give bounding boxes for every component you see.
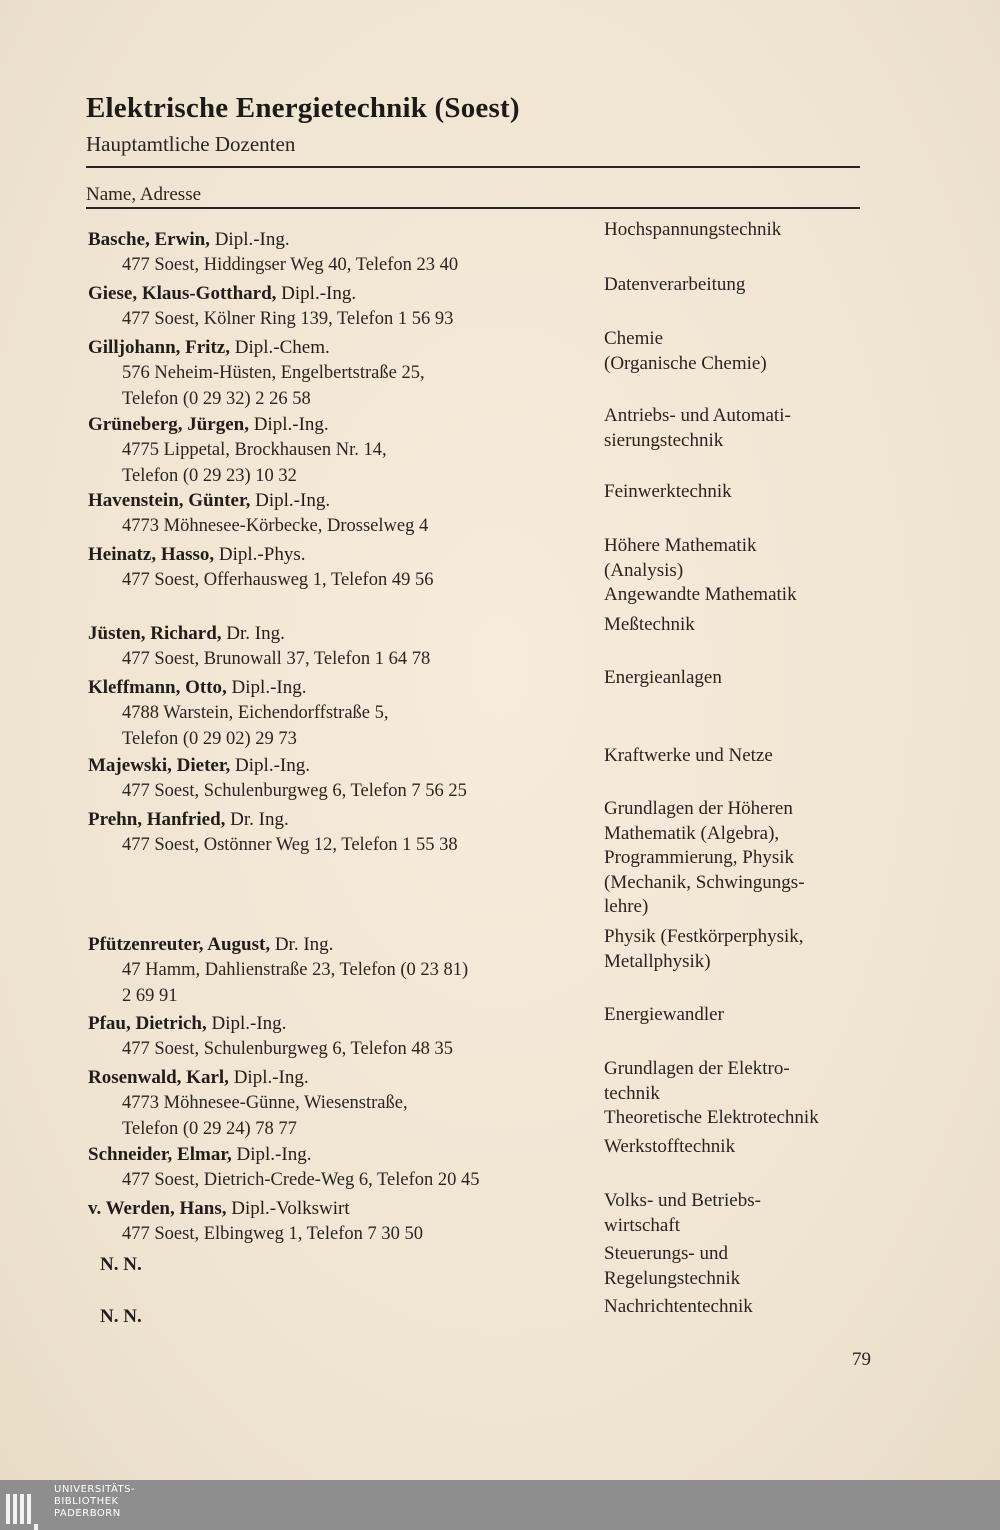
entry-address: 4773 Möhnesee-Körbecke, Drosselweg 4 xyxy=(122,516,429,536)
staff-entry xyxy=(88,808,588,858)
entry-name xyxy=(88,1197,588,1221)
page-title: Elektrische Energietechnik (Soest) xyxy=(86,92,520,124)
entry-degree: Dr. Ing. xyxy=(226,623,285,644)
entry-address: 477 Soest, Ostönner Weg 12, Telefon 1 55 38 xyxy=(122,835,458,855)
staff-entry xyxy=(88,676,588,752)
entry-address: 477 Soest, Offerhausweg 1, Telefon 49 56 xyxy=(122,570,434,590)
staff-entry xyxy=(88,754,588,804)
entry-degree: Dipl.-Ing. xyxy=(255,490,331,511)
entry-surname: Heinatz, Hasso, xyxy=(88,544,215,565)
entry-name xyxy=(88,933,588,957)
entry-name xyxy=(88,336,588,360)
entry-address: Telefon (0 29 02) 29 73 xyxy=(122,729,297,749)
library-line: PADERBORN xyxy=(54,1508,121,1519)
entry-surname: Jüsten, Richard, xyxy=(88,623,222,644)
entry-degree: Dipl.-Ing. xyxy=(211,1013,287,1034)
staff-entry xyxy=(88,1143,588,1193)
entry-surname: Havenstein, Günter, xyxy=(88,490,251,511)
entry-address: 47 Hamm, Dahlienstraße 23, Telefon (0 23 81) xyxy=(122,960,469,980)
entry-surname: Giese, Klaus-Gotthard, xyxy=(88,283,277,304)
entry-degree: Dipl.-Ing. xyxy=(214,229,290,250)
entry-subject: Hochspannungstechnik xyxy=(604,219,782,240)
entry-surname: Prehn, Hanfried, xyxy=(88,809,226,830)
entry-address: Telefon (0 29 24) 78 77 xyxy=(122,1119,297,1139)
entry-subject: Antriebs- und Automati- sierungstechnik xyxy=(604,405,791,451)
entry-address: 576 Neheim-Hüsten, Engelbertstraße 25, xyxy=(122,363,425,383)
entry-subject: Meßtechnik xyxy=(604,614,695,635)
entry-address: 4788 Warstein, Eichendorffstraße 5, xyxy=(122,703,389,723)
entry-address: 477 Soest, Schulenburgweg 6, Telefon 48 35 xyxy=(122,1039,453,1059)
entry-address: 477 Soest, Kölner Ring 139, Telefon 1 56 93 xyxy=(122,309,454,329)
entry-subject: Nachrichtentechnik xyxy=(604,1296,753,1317)
staff-entry xyxy=(88,282,588,332)
entry-subject: Steuerungs- und Regelungstechnik xyxy=(604,1243,741,1289)
staff-entry xyxy=(88,933,588,1009)
entry-name xyxy=(88,1066,588,1090)
entry-name xyxy=(88,543,588,567)
entry-degree: Dipl.-Chem. xyxy=(234,337,330,358)
entry-address: 477 Soest, Hiddingser Weg 40, Telefon 23 40 xyxy=(122,255,459,275)
staff-entry xyxy=(88,1066,588,1142)
staff-entry xyxy=(88,622,588,672)
entry-surname: Majewski, Dieter, xyxy=(88,755,231,776)
entry-name xyxy=(88,228,588,252)
entry-subject: Grundlagen der Höheren Mathematik (Algebra), Programmierung, Physik (Mechanik, Schwingungs- lehre) xyxy=(604,798,805,917)
staff-entry xyxy=(88,489,588,539)
entry-address: 2 69 91 xyxy=(122,986,178,1006)
entry-subject: Höhere Mathematik (Analysis) Angewandte Mathematik xyxy=(604,535,797,605)
entry-degree: Dr. Ing. xyxy=(230,809,289,830)
library-logo-icon xyxy=(6,1488,46,1524)
staff-entry xyxy=(88,543,588,593)
entry-address: Telefon (0 29 32) 2 26 58 xyxy=(122,389,311,409)
staff-entry xyxy=(88,336,588,412)
staff-entry xyxy=(88,1197,588,1247)
entry-subject: Energieanlagen xyxy=(604,667,722,688)
entry-surname: N. N. xyxy=(100,1254,142,1275)
entry-surname: N. N. xyxy=(100,1306,142,1327)
entry-name xyxy=(88,622,588,646)
entry-subject: Feinwerktechnik xyxy=(604,481,732,502)
staff-entry xyxy=(88,1012,588,1062)
entry-subject: Werkstofftechnik xyxy=(604,1136,736,1157)
page-number: 79 xyxy=(852,1349,871,1370)
entry-surname: Pfützenreuter, August, xyxy=(88,934,271,955)
entry-address: 477 Soest, Dietrich-Crede-Weg 6, Telefon 20 45 xyxy=(122,1170,480,1190)
entry-subject: Physik (Festkörperphysik, Metallphysik) xyxy=(604,926,804,972)
entry-subject: Chemie (Organische Chemie) xyxy=(604,328,767,374)
entry-subject: Kraftwerke und Netze xyxy=(604,745,773,766)
divider-bottom xyxy=(86,207,860,209)
library-line: UNIVERSITÄTS- xyxy=(54,1484,136,1495)
entry-subject: Grundlagen der Elektro- technik Theoretische Elektrotechnik xyxy=(604,1058,819,1128)
entry-degree: Dipl.-Ing. xyxy=(281,283,357,304)
entry-degree: Dr. Ing. xyxy=(274,934,334,955)
entry-subject: Volks- und Betriebs- wirtschaft xyxy=(604,1190,761,1236)
page-subtitle: Hauptamtliche Dozenten xyxy=(86,132,296,156)
entry-name xyxy=(88,413,588,437)
entry-address: Telefon (0 29 23) 10 32 xyxy=(122,466,297,486)
entry-address: 4775 Lippetal, Brockhausen Nr. 14, xyxy=(122,440,387,460)
entry-surname: Kleffmann, Otto, xyxy=(88,677,227,698)
entry-degree: Dipl.-Ing. xyxy=(231,677,307,698)
entry-degree: Dipl.-Volkswirt xyxy=(231,1198,350,1219)
entry-subject: Energiewandler xyxy=(604,1004,724,1025)
entry-name xyxy=(88,676,588,700)
entry-surname: Schneider, Elmar, xyxy=(88,1144,232,1165)
entry-name xyxy=(88,1012,588,1036)
entry-degree: Dipl.-Ing. xyxy=(236,1144,312,1165)
entry-address: 477 Soest, Brunowall 37, Telefon 1 64 78 xyxy=(122,649,431,669)
entry-degree: Dipl.-Ing. xyxy=(233,1067,309,1088)
library-line: BIBLIOTHEK xyxy=(54,1496,119,1507)
entry-surname: Gilljohann, Fritz, xyxy=(88,337,230,358)
entry-name xyxy=(88,754,588,778)
entry-name xyxy=(88,1143,588,1167)
library-footer xyxy=(0,1480,1000,1530)
divider-top xyxy=(86,166,860,168)
entry-degree: Dipl.-Ing. xyxy=(253,414,329,435)
staff-entry xyxy=(88,228,588,278)
entry-address: 477 Soest, Elbingweg 1, Telefon 7 30 50 xyxy=(122,1224,424,1244)
library-name xyxy=(54,1484,135,1520)
entry-address: 4773 Möhnesee-Günne, Wiesenstraße, xyxy=(122,1093,408,1113)
entry-surname: Pfau, Dietrich, xyxy=(88,1013,207,1034)
entry-surname: v. Werden, Hans, xyxy=(88,1198,227,1219)
entry-name xyxy=(88,489,588,513)
entry-name xyxy=(88,808,588,832)
entry-surname: Rosenwald, Karl, xyxy=(88,1067,229,1088)
entry-surname: Grüneberg, Jürgen, xyxy=(88,414,249,435)
entry-subject: Datenverarbeitung xyxy=(604,274,746,295)
entry-address: 477 Soest, Schulenburgweg 6, Telefon 7 56 25 xyxy=(122,781,467,801)
entry-surname: Basche, Erwin, xyxy=(88,229,210,250)
entry-degree: Dipl.-Ing. xyxy=(235,755,310,776)
entry-name xyxy=(88,282,588,306)
staff-entry xyxy=(88,413,588,489)
column-heading: Name, Adresse xyxy=(86,184,202,205)
entry-degree: Dipl.-Phys. xyxy=(218,544,306,565)
